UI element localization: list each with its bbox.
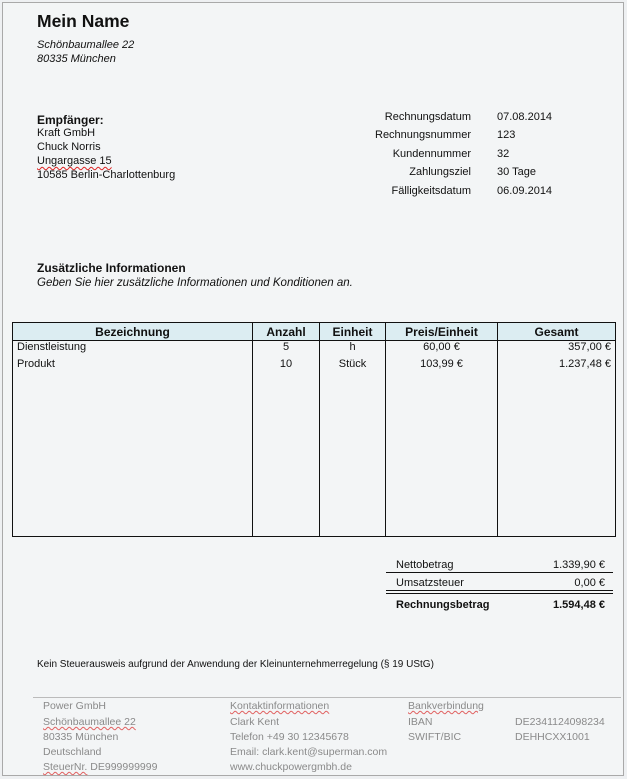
sender-name: Mein Name bbox=[37, 11, 130, 31]
footer-swift-value: DEHHCXX1001 bbox=[515, 731, 590, 743]
cell-quantity: 5 bbox=[253, 341, 320, 358]
meta-label-date: Rechnungsdatum bbox=[384, 111, 471, 123]
footer-divider bbox=[33, 697, 621, 698]
meta-value-due: 06.09.2014 bbox=[497, 185, 553, 197]
meta-value-number: 123 bbox=[497, 129, 516, 141]
recipient-heading: Empfänger: bbox=[37, 113, 104, 127]
net-value: 1.339,90 € bbox=[553, 559, 605, 571]
footer-contact-heading: Kontaktinformationen bbox=[230, 700, 330, 712]
cell-unit-price: 103,99 € bbox=[386, 358, 498, 375]
table-header-row bbox=[13, 323, 616, 341]
footer-tax-value: DE999999999 bbox=[90, 761, 158, 773]
cell-description: Dienstleistung bbox=[13, 341, 253, 358]
col-header-description: Bezeichnung bbox=[13, 323, 253, 341]
totals-double-rule-bottom bbox=[386, 593, 613, 594]
cell-quantity: 10 bbox=[253, 358, 320, 375]
sender-street: Schönbaumallee 22 bbox=[37, 39, 135, 51]
total-label: Rechnungsbetrag bbox=[396, 599, 490, 611]
footer-tax-number bbox=[43, 761, 157, 773]
meta-value-date: 07.08.2014 bbox=[497, 111, 553, 123]
total-value: 1.594,48 € bbox=[553, 599, 605, 611]
col-header-quantity: Anzahl bbox=[253, 323, 320, 341]
vat-label: Umsatzsteuer bbox=[396, 577, 464, 589]
tax-note: Kein Steuerausweis aufgrund der Anwendung der Kleinunternehmerregelung (§ 19 UStG) bbox=[37, 659, 434, 670]
footer-company-name: Power GmbH bbox=[43, 700, 107, 712]
recipient-company: Kraft GmbH bbox=[37, 127, 96, 139]
footer-contact-web: www.chuckpowergmbh.de bbox=[230, 761, 352, 773]
meta-label-number: Rechnungsnummer bbox=[375, 129, 471, 141]
cell-total: 357,00 € bbox=[498, 341, 616, 358]
footer-contact-email: Email: clark.kent@superman.com bbox=[230, 746, 388, 758]
col-header-unit-price: Preis/Einheit bbox=[386, 323, 498, 341]
col-header-total: Gesamt bbox=[498, 323, 616, 341]
invoice-page bbox=[2, 2, 624, 776]
totals-divider bbox=[386, 572, 613, 573]
col-header-unit: Einheit bbox=[320, 323, 386, 341]
recipient-street: Ungargasse 15 bbox=[37, 155, 112, 167]
footer-company-country: Deutschland bbox=[43, 746, 102, 758]
meta-label-customer: Kundennummer bbox=[392, 148, 471, 160]
cell-total: 1.237,48 € bbox=[498, 358, 616, 375]
meta-value-customer: 32 bbox=[497, 148, 510, 160]
additional-info-heading: Zusätzliche Informationen bbox=[37, 261, 186, 275]
table-row bbox=[13, 358, 616, 375]
net-label: Nettobetrag bbox=[396, 559, 454, 571]
items-table bbox=[12, 322, 616, 537]
recipient-person: Chuck Norris bbox=[37, 141, 101, 153]
footer-iban-value: DE2341124098234 bbox=[515, 716, 605, 728]
footer-bank-heading: Bankverbindung bbox=[408, 700, 484, 712]
footer-contact-phone: Telefon +49 30 12345678 bbox=[230, 731, 349, 743]
sender-city: 80335 München bbox=[37, 53, 116, 65]
recipient-city: 10585 Berlin-Charlottenburg bbox=[37, 169, 176, 181]
footer-contact-person: Clark Kent bbox=[230, 716, 280, 728]
footer-tax-label: SteuerNr. bbox=[43, 761, 88, 773]
meta-label-due: Fälligkeitsdatum bbox=[391, 185, 471, 197]
cell-description: Produkt bbox=[13, 358, 253, 375]
footer-iban-label: IBAN bbox=[408, 716, 433, 728]
cell-unit-price: 60,00 € bbox=[386, 341, 498, 358]
footer-company-street: Schönbaumallee 22 bbox=[43, 716, 136, 728]
totals-double-rule-top bbox=[386, 590, 613, 591]
cell-unit: h bbox=[320, 341, 386, 358]
table-row bbox=[13, 341, 616, 358]
additional-info-text: Geben Sie hier zusätzliche Informationen und Konditionen an. bbox=[37, 277, 353, 289]
vat-value: 0,00 € bbox=[574, 577, 605, 589]
footer-swift-label: SWIFT/BIC bbox=[408, 731, 462, 743]
table-filler-row bbox=[13, 375, 616, 537]
meta-label-terms: Zahlungsziel bbox=[409, 166, 471, 178]
cell-unit: Stück bbox=[320, 358, 386, 375]
meta-value-terms: 30 Tage bbox=[497, 166, 536, 178]
footer-company-city: 80335 München bbox=[43, 731, 119, 743]
